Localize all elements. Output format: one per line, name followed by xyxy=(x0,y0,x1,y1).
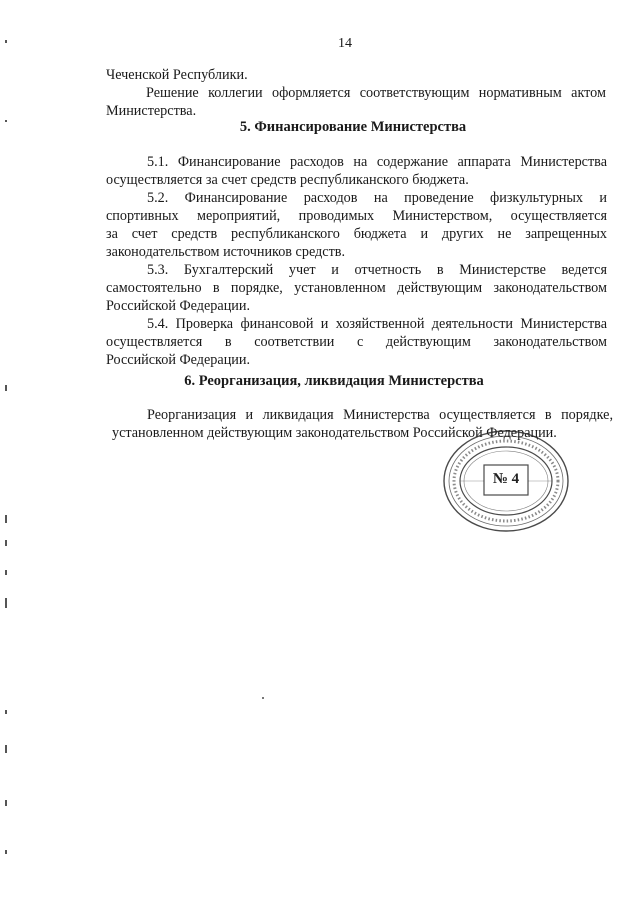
official-seal xyxy=(440,425,572,533)
paragraph-line: осуществляется за счет средств республиканского бюджета. xyxy=(106,172,469,188)
paragraph-line: самостоятельно в порядке, установленном действующим законодательством xyxy=(106,280,607,296)
paragraph-line: 5.4. Проверка финансовой и хозяйственной деятельности Министерства xyxy=(147,316,607,332)
scan-artifact xyxy=(5,745,7,753)
paragraph-line: осуществляется в соответствии с действующим законодательством xyxy=(106,334,607,350)
scan-speck xyxy=(262,697,264,699)
paragraph-line: установленном действующим законодательством Российской Федерации. xyxy=(112,425,557,441)
section-heading-5: 5. Финансирование Министерства xyxy=(239,119,467,135)
seal-number: № 4 xyxy=(492,470,520,487)
paragraph-line: 5.3. Бухгалтерский учет и отчетность в Министерстве ведется xyxy=(147,262,607,278)
scan-artifact xyxy=(5,850,7,854)
paragraph-line: Реорганизация и ликвидация Министерства осуществляется в порядке, xyxy=(147,407,613,423)
text-line: Решение коллегии оформляется соответствующим нормативным актом xyxy=(146,85,606,101)
paragraph-line: спортивных мероприятий, проводимых Министерством, осуществляется xyxy=(106,208,607,224)
text-line: Министерства. xyxy=(106,103,197,119)
scan-artifact xyxy=(5,515,7,523)
page-number: 14 xyxy=(338,36,352,51)
section-heading-6: 6. Реорганизация, ликвидация Министерства xyxy=(184,373,484,389)
scan-artifact xyxy=(5,800,7,806)
text-line: Чеченской Республики. xyxy=(106,67,248,83)
paragraph-line: Российской Федерации. xyxy=(106,352,251,368)
paragraph-line: законодательством источников средств. xyxy=(106,244,346,260)
scan-artifact xyxy=(5,598,7,608)
scan-artifact xyxy=(5,570,7,575)
paragraph-line: Российской Федерации. xyxy=(106,298,251,314)
paragraph-line: за счет средств республиканского бюджета и других не запрещенных xyxy=(106,226,607,242)
scan-artifact xyxy=(5,710,7,714)
paragraph-line: 5.1. Финансирование расходов на содержание аппарата Министерства xyxy=(147,154,607,170)
scan-artifact xyxy=(5,540,7,546)
paragraph-line: 5.2. Финансирование расходов на проведение физкультурных и xyxy=(147,190,607,206)
